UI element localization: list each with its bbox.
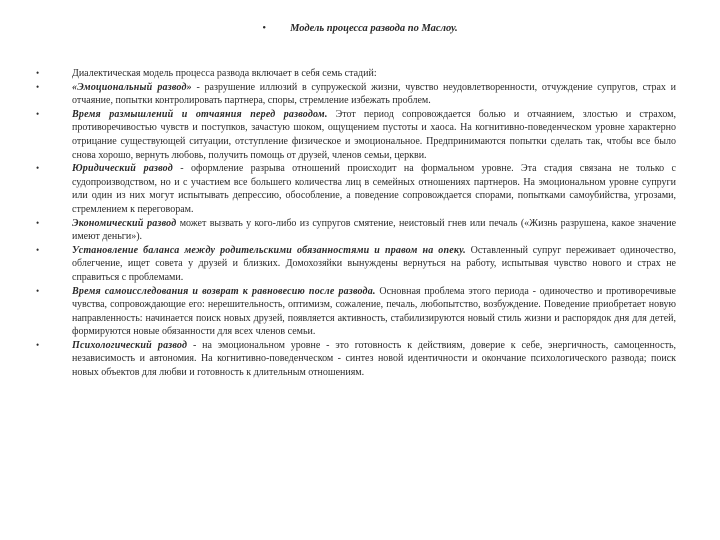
item-term: «Эмоциональный развод» — [72, 81, 192, 93]
item-text: Основная проблема этого периода - одиночество и противоречивые чувства, сопровождающие его: нерешительность, оптимизм, сожаление, печаль, любопытство, возбуждение. Поведение приобретает новую направленность: начинается поиск новых друзей, появляется активность, стабилизируются новый стиль жизни и распорядок дня для детей, формируются новые обязанности для всех членов семьи. — [72, 285, 676, 338]
item-text: Диалектическая модель процесса развода включает в себя семь стадий: — [72, 68, 377, 79]
bullet-glyph: • — [36, 163, 40, 174]
bullet-list — [36, 67, 676, 380]
list-item — [36, 285, 676, 339]
list-item — [36, 217, 676, 244]
bullet-glyph: • — [36, 81, 40, 92]
slide-title: Модель процесса развода по Маслоу. — [290, 23, 458, 34]
item-term: Установление баланса между родительскими обязанностями и правом на опеку. — [72, 244, 466, 256]
bullet-glyph: • — [36, 285, 40, 296]
item-text: - оформление разрыва отношений происходит на формальном уровне. Эта стадия связана не только с судопроизводством, но и с участием все большего количества лиц в семейных отношениях партнеров. На эмоциональном уровне супруги или один из них могут испытывать депрессию, обособление, а поведение сопровождается спорами, попытками самоубийства, угрозами, стремлением к переговорам. — [72, 163, 676, 215]
bullet-glyph: • — [36, 217, 40, 228]
item-text: - разрушение иллюзий в супружеской жизни, чувство неудовлетворенности, отчуждение супругов, страх и отчаяние, попытки контролировать партнера, споры, стремление избежать проблем. — [72, 81, 676, 107]
bullet-glyph: • — [36, 244, 40, 255]
title-bullet: • — [262, 23, 267, 34]
item-text: может вызвать у кого-либо из супругов смятение, неистовый гнев или печаль («Жизнь разрушена, какое значение имеют деньги»). — [72, 217, 677, 243]
list-item — [36, 67, 676, 81]
item-text: Оставленный супруг переживает одиночество, облегчение, ищет совета у друзей и близких. Домохозяйки вынуждены вернуться на работу, испытывая чувство нового и страх не справиться с проблемами. — [72, 244, 676, 283]
list-item — [36, 244, 676, 285]
item-text: - на эмоциональном уровне - это готовность к действиям, доверие к себе, энергичность, самоценность, независимость и автономия. На когнитивно-поведенческом - синтез новой идентичности и окончание психологического развода; поиск новых объектов для любви и готовность к длительным отношениям. — [72, 339, 677, 379]
title-row — [0, 22, 720, 36]
item-term: Психологический развод — [72, 339, 188, 351]
list-item — [36, 108, 676, 162]
item-term: Время самоисследования и возврат к равновесию после развода. — [72, 285, 376, 297]
bullet-glyph: • — [36, 108, 40, 119]
item-term: Время размышлений и отчаяния перед разводом. — [72, 108, 328, 120]
bullet-glyph: • — [36, 68, 40, 78]
bullet-glyph: • — [36, 339, 40, 350]
item-term: Юридический развод — [72, 163, 173, 175]
list-item — [36, 81, 676, 108]
item-text: Этот период сопровождается болью и отчаянием, злостью и страхом, противоречивостью чувств и поступков, зачастую шоком, ощущением пустоты и хаоса. На когнитивно-поведенческом уровне характерно отрицание существующей ситуации, отступление физическое и эмоциональное. Предпринимаются попытки сделать так, чтобы все было снова хорошо, вернуть любовь, получить помощь от друзей, членов семьи, церкви. — [72, 108, 676, 161]
item-term: Экономический развод — [72, 217, 177, 229]
list-item — [36, 339, 676, 380]
list-item — [36, 162, 676, 216]
